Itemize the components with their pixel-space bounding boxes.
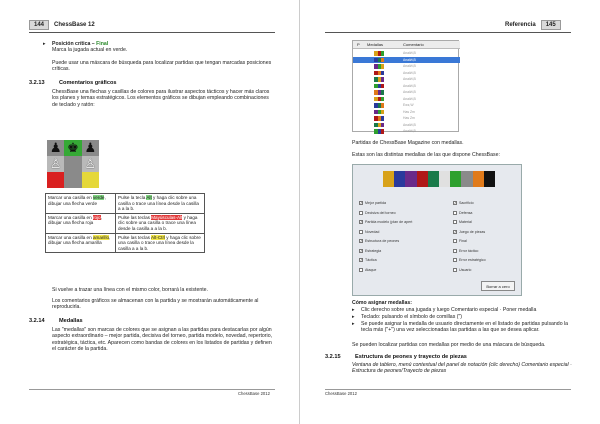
medal-color-strip: [383, 171, 495, 187]
medal-swatch: [473, 171, 484, 187]
medal-checkbox[interactable]: [359, 201, 386, 205]
checkbox-label: Estrategia: [365, 248, 382, 253]
medal-checkbox[interactable]: [359, 230, 379, 234]
header-rule: [29, 32, 275, 33]
board-square: [47, 172, 64, 188]
footer-rule: [29, 389, 275, 390]
comment-cell: Anal#t,B: [403, 57, 416, 62]
checkbox-label: Ataque: [365, 267, 377, 272]
medal-swatch: [439, 171, 450, 187]
black-king-icon: ♚: [67, 140, 79, 155]
checkbox-label: Final: [459, 239, 467, 243]
medal-swatch: [383, 171, 394, 187]
table-row: [46, 194, 205, 214]
table-cell: Marcar una casilla en rojo, dibujar una flecha roja: [46, 213, 116, 233]
shortcut-table: [45, 193, 205, 253]
medal-checkbox[interactable]: [359, 258, 377, 262]
medal-checkbox[interactable]: [359, 249, 381, 253]
checkbox-icon[interactable]: [453, 220, 457, 224]
medal-bar: [374, 77, 384, 82]
checkbox-icon[interactable]: ✓: [454, 201, 457, 205]
paragraph: Puede usar una máscara de búsqueda para localizar partidas que tengan marcadas posiciones críticas.: [52, 60, 272, 73]
comment-cell: Anal#t,B: [403, 129, 416, 133]
bullet-icon: ▸: [43, 41, 46, 47]
table-cell: Pulse la tecla Alt y haga clic sobre una casilla o trace una línea desde la casilla a a la b.: [116, 194, 205, 214]
running-title: Referencia: [505, 22, 536, 28]
medal-checkbox[interactable]: [453, 220, 472, 224]
checkbox-label: Táctica: [365, 258, 377, 262]
comment-cell: Ewz,W: [403, 103, 414, 107]
medal-checkbox[interactable]: [453, 201, 474, 205]
checkbox-icon[interactable]: ✓: [360, 201, 363, 205]
medal-bar: [374, 90, 384, 95]
medal-bar: [374, 97, 384, 102]
footer: ChessBase 2012: [238, 391, 270, 396]
medal-checkbox[interactable]: [359, 239, 399, 243]
medal-checkbox[interactable]: [359, 211, 396, 215]
caption: Estas son las distintas medallas de las que dispone ChessBase:: [352, 152, 500, 158]
board-square: [82, 172, 99, 188]
reset-button[interactable]: Borrar a cero: [481, 281, 515, 291]
header-rule: [325, 32, 571, 33]
medal-bar: [374, 64, 384, 69]
checkbox-icon[interactable]: [453, 268, 457, 272]
medal-dialog-screenshot: [352, 164, 522, 296]
checkbox-icon[interactable]: [359, 230, 363, 234]
checkbox-icon[interactable]: [453, 258, 457, 262]
list-item: ▸ Se puede asignar la medalla de usuario directamente en el listado de partidas pulsando la tecla más ("+") una vez seleccionadas las partidas a las que se desea aplicar.: [361, 321, 579, 334]
list-item[interactable]: [353, 128, 460, 135]
table-cell: Pulse las teclas Alt-Ctrl y haga clic sobre una casilla o trace una línea desde la casilla a a la b.: [116, 233, 205, 253]
page-number: 144: [29, 20, 49, 30]
medal-bar: [374, 129, 384, 134]
white-pawn-icon: ♙: [84, 156, 97, 171]
paragraph: Ventana de tablero, menú contextual del panel de notación (clic derecho) Comentario especial · Estructura de peones/Trayecto de piezas: [352, 362, 572, 375]
checkbox-label: Error táctico: [459, 248, 479, 253]
medal-bar: [374, 110, 384, 115]
paragraph: Se pueden localizar partidas con medallas por medio de una máscara de búsqueda.: [352, 342, 546, 348]
medal-bar: [374, 84, 384, 89]
comment-cell: Anal#t,B: [403, 70, 416, 75]
chess-board-image: [47, 140, 99, 188]
checkbox-icon[interactable]: ✓: [360, 248, 363, 253]
comment-cell: Anal#t,B: [403, 90, 416, 94]
section-heading: 3.2.15 Estructura de peones y trayecto de piezas: [325, 354, 467, 360]
white-pawn-icon: ♙: [49, 156, 62, 171]
table-cell: Marcar una casilla en verde, dibujar una flecha verde: [46, 194, 116, 214]
medal-checkbox[interactable]: [359, 220, 412, 224]
subheading: Cómo asignar medallas:: [352, 300, 412, 306]
checkbox-label: Usuario: [459, 267, 472, 272]
checkbox-icon[interactable]: [453, 249, 457, 253]
comment-cell: Anal#t,B: [403, 64, 416, 68]
left-header: [29, 18, 100, 32]
paragraph: Marca la jugada actual en verde.: [52, 47, 128, 53]
footer-rule: [325, 389, 571, 390]
checkbox-icon[interactable]: ✓: [360, 220, 363, 224]
checkbox-label: Partida modelo (plan de apert: [365, 220, 413, 224]
checkbox-label: Sacrificio: [459, 201, 474, 205]
checkbox-icon[interactable]: [453, 239, 457, 243]
table-cell: Marcar una casilla en amarillo, dibujar una flecha amarilla: [46, 233, 116, 253]
checkbox-label: Decisiva del torneo: [365, 210, 396, 215]
black-pawn-icon: ♟: [84, 140, 97, 155]
checkbox-icon[interactable]: ✓: [360, 239, 363, 243]
medal-swatch: [461, 171, 472, 187]
comment-cell: Has Zm: [403, 116, 415, 120]
running-title: ChessBase 12: [54, 22, 95, 28]
checkbox-label: Estructura de peones: [365, 239, 400, 243]
checkbox-label: Mejor partida: [365, 201, 386, 205]
medal-swatch: [394, 171, 405, 187]
list-header: P Medallas Comentario: [353, 41, 460, 49]
comment-cell: Has Zm: [403, 109, 415, 114]
medal-swatch: [450, 171, 461, 187]
paragraph: ChessBase una flechas y casillas de colores para ilustrar aspectos tácticos y hacer más claros los planes y temas estratégicos. Los elementos gráficos se dibujan empleando combinaciones de teclado y ratón:: [52, 89, 270, 108]
comment-cell: Anal#t,B: [403, 122, 416, 127]
checkbox-icon[interactable]: [359, 211, 363, 215]
section-heading: 3.2.14 Medallas: [29, 318, 83, 324]
footer: ChessBase 2012: [325, 391, 357, 396]
medal-bar: [374, 58, 384, 63]
checkbox-label: Juego de piezas: [459, 229, 486, 234]
medal-swatch: [484, 171, 495, 187]
table-row: [46, 213, 205, 233]
medal-checkbox[interactable]: [453, 211, 472, 215]
medal-checkbox[interactable]: [359, 268, 376, 272]
medal-checkbox[interactable]: [453, 239, 467, 243]
table-cell: Pulse las teclas Mayúsculas-Alt y haga clic sobre una casilla o trace una línea desde la casilla a a la b.: [116, 213, 205, 233]
board-square: [82, 140, 99, 156]
right-header: [500, 18, 561, 32]
critical-position-heading: ▸ Posición crítica – Final: [43, 41, 109, 47]
caption: Partidas de ChessBase Magazine con medallas.: [352, 140, 464, 146]
paragraph: Los comentarios gráficos se almacenan con la partida y se mostrarán automáticamente al reproducirla.: [52, 298, 259, 311]
checkbox-icon[interactable]: [359, 268, 363, 272]
checkbox-label: Novedad: [365, 229, 380, 234]
paragraph: Si vuelve a trazar una línea con el mismo color, borrará la existente.: [52, 287, 208, 293]
medal-checkbox[interactable]: [453, 268, 471, 272]
list-item: ▸ Teclado: pulsando el símbolo de comillas ("): [361, 314, 579, 320]
board-square: [47, 156, 64, 172]
page-number: 145: [541, 20, 561, 30]
board-square: [47, 140, 64, 156]
paragraph: Las "medallas" son marcas de colores que se asignan a las partidas para destacarlas por algún aspecto extraordinario – mejor partida, decisiva del torneo, partida modelo, novedad, repertorio, estratégica, táctica, etc. Aparecen como bandas de colores en los listados de partidas y definen el carácter de la partida.: [52, 327, 273, 353]
section-heading: 3.2.13 Comentarios gráficos: [29, 80, 117, 86]
checkbox-label: Material: [459, 220, 472, 224]
medal-swatch: [428, 171, 439, 187]
checkbox-label: Defensa: [459, 210, 473, 215]
medal-checkbox[interactable]: [453, 258, 486, 262]
board-square: [64, 156, 81, 172]
board-square: [64, 140, 81, 156]
checkbox-icon[interactable]: ✓: [360, 258, 363, 262]
medal-swatch: [405, 171, 416, 187]
board-square: [64, 172, 81, 188]
checkbox-icon[interactable]: ✓: [454, 229, 457, 234]
comment-cell: Anal#t,B: [403, 77, 416, 81]
medal-bar: [374, 103, 384, 108]
medal-bar: [374, 71, 384, 76]
board-square: [82, 156, 99, 172]
medal-bar: [374, 51, 384, 56]
checkbox-icon[interactable]: [453, 211, 457, 215]
table-row: [46, 233, 205, 253]
comment-cell: Anal#t,B: [403, 96, 416, 101]
medal-swatch: [417, 171, 428, 187]
medal-checkbox[interactable]: [453, 230, 485, 234]
checkbox-label: Error estratégico: [459, 258, 486, 262]
comment-cell: Anal#t,B: [403, 83, 416, 88]
medal-list-screenshot: [352, 40, 459, 132]
medal-checkbox[interactable]: [453, 249, 478, 253]
medal-bar: [374, 123, 384, 128]
black-pawn-icon: ♟: [49, 140, 62, 155]
medal-bar: [374, 116, 384, 121]
comment-cell: Anal#t,B: [403, 51, 416, 55]
list-item: ▸ Clic derecho sobre una jugada y luego Comentario especial · Poner medalla: [361, 307, 579, 313]
